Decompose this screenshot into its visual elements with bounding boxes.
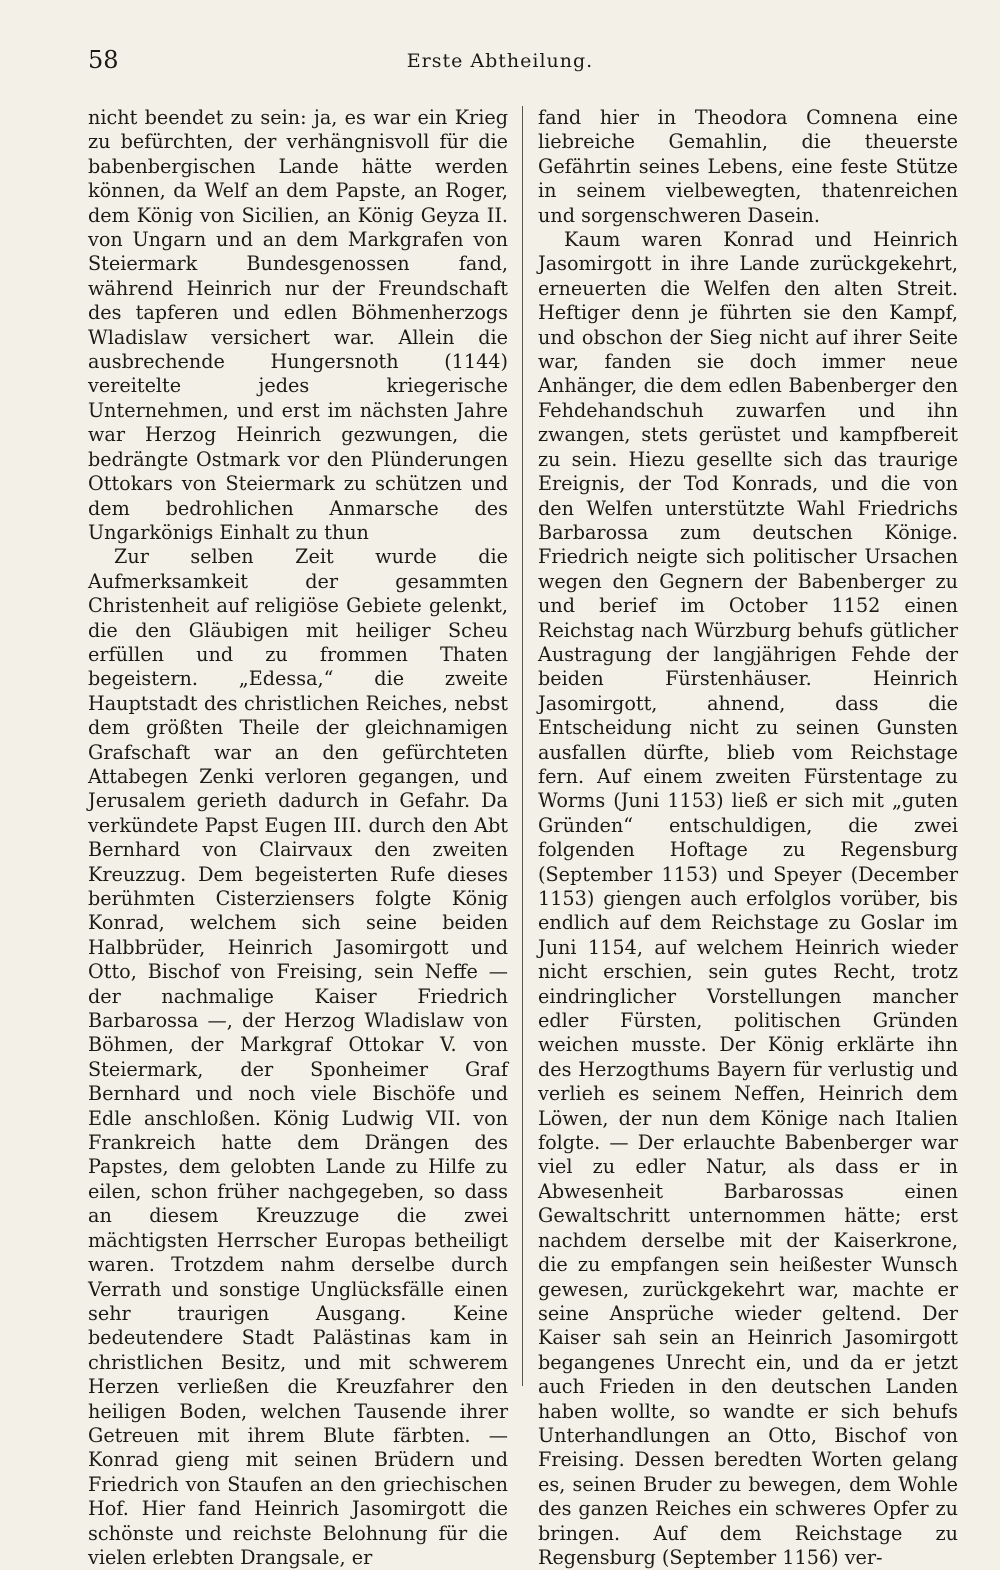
page-number: 58: [88, 46, 119, 74]
paragraph: fand hier in Theodora Comnena eine liebreiche Gemahlin, die theuerste Gefährtin seines Lebens, eine feste Stütze in seinem vielbewegten, thatenreichen und sorgenschweren Dasein.: [538, 106, 958, 227]
paragraph: Zur selben Zeit wurde die Aufmerksamkeit der gesammten Christenheit auf religiöse Gebiete gelenkt, die den Gläubigen mit heiliger Scheu erfüllen und zu frommen Thaten begeistern. „Edessa,“ die zweite Hauptstadt des christlichen Reiches, nebst dem größten Theile der gleichnamigen Grafschaft war an den gefürchteten Attabegen Zenki verloren gegangen, und Jerusalem gerieth dadurch in Gefahr. Da verkündete Papst Eugen III. durch den Abt Bernhard von Clairvaux den zweiten Kreuzzug. Dem begeisterten Rufe dieses berühmten Cisterziensers folgte König Konrad, welchem sich seine beiden Halbbrüder, Heinrich Jasomirgott und Otto, Bischof von Freising, sein Neffe — der nachmalige Kaiser Friedrich Barbarossa —, der Herzog Wladislaw von Böhmen, der Markgraf Ottokar V. von Steiermark, der Sponheimer Graf Bernhard und noch viele Bischöfe und Edle anschloßen. König Ludwig VII. von Frankreich hatte dem Drängen des Papstes, dem gelobten Lande zu Hilfe zu eilen, schon früher nachgegeben, so dass an diesem Kreuzzuge die zwei mächtigsten Herrscher Europas betheiligt waren. Trotzdem nahm derselbe durch Verrath und sonstige Unglücksfälle einen sehr traurigen Ausgang. Keine bedeutendere Stadt Palästinas kam in christlichen Besitz, und mit schwerem Herzen verließen die Kreuzfahrer den heiligen Boden, welchen Tausende ihrer Getreuen mit ihrem Blute färbten. — Konrad gieng mit seinen Brüdern und Friedrich von Staufen an den griechischen Hof. Hier fand Heinrich Jasomirgott die schönste und reichste Belohnung für die vielen erlebten Drangsale, er: [88, 545, 508, 1569]
running-title: Erste Abtheilung.: [406, 50, 594, 72]
paragraph: nicht beendet zu sein: ja, es war ein Krieg zu befürchten, der verhängnisvoll für die babenbergischen Lande hätte werden können, da Welf an dem Papste, an Roger, dem König von Sicilien, an König Geyza II. von Ungarn und an dem Markgrafen von Steiermark Bundesgenossen fand, während Heinrich nur der Freundschaft des tapferen und edlen Böhmenherzogs Wladislaw versichert war. Allein die ausbrechende Hungersnoth (1144) vereitelte jedes kriegerische Unternehmen, und erst im nächsten Jahre war Herzog Heinrich gezwungen, die bedrängte Ostmark vor den Plünderungen Ottokars von Steiermark zu schützen und dem bedrohlichen Anmarsche des Ungarkönigs Einhalt zu thun: [88, 106, 508, 544]
paragraph: Kaum waren Konrad und Heinrich Jasomirgott in ihre Lande zurückgekehrt, erneuerten die Welfen den alten Streit. Heftiger denn je führten sie den Kampf, und obschon der Sieg nicht auf ihrer Seite war, fanden sie doch immer neue Anhänger, die dem edlen Babenberger den Fehdehandschuh zuwarfen und ihn zwangen, stets gerüstet und kampfbereit zu sein. Hiezu gesellte sich das traurige Ereignis, der Tod Konrads, und die von den Welfen unterstützte Wahl Friedrichs Barbarossa zum deutschen Könige. Friedrich neigte sich politischer Ursachen wegen den Gegnern der Babenberger zu und berief im October 1152 einen Reichstag nach Würzburg behufs gütlicher Austragung der langjährigen Fehde der beiden Fürstenhäuser. Heinrich Jasomirgott, ahnend, dass die Entscheidung nicht zu seinen Gunsten ausfallen dürfte, blieb vom Reichstage fern. Auf einem zweiten Fürstentage zu Worms (Juni 1153) ließ er sich mit „guten Gründen“ entschuldigen, die zwei folgenden Hoftage zu Regensburg (September 1153) und Speyer (December 1153) giengen auch erfolglos vorüber, bis endlich auf dem Reichstage zu Goslar im Juni 1154, auf welchem Heinrich wieder nicht erschien, sein gutes Recht, trotz eindringlicher Vorstellungen mancher edler Fürsten, politischen Gründen weichen musste. Der König erklärte ihn des Herzogthums Bayern für verlustig und verlieh es seinem Neffen, Heinrich dem Löwen, der nun dem Könige nach Italien folgte. — Der erlauchte Babenberger war viel zu edler Natur, als dass er in Abwesenheit Barbarossas einen Gewaltschritt unternommen hätte; erst nachdem derselbe mit der Kaiserkrone, die zu empfangen sein heißester Wunsch gewesen, zurückgekehrt war, machte er seine Ansprüche wieder geltend. Der Kaiser sah sein an Heinrich Jasomirgott begangenes Unrecht ein, und da er jetzt auch Frieden in den deutschen Landen haben wollte, so wandte er sich behufs Unterhandlungen an Otto, Bischof von Freising. Dessen beredten Worten gelang es, seinen Bruder zu bewegen, dem Wohle des ganzen Reiches ein schweres Opfer zu bringen. Auf dem Reichstage zu Regensburg (September 1156) ver-: [538, 228, 958, 1569]
left-column: [88, 106, 508, 1569]
page-header: [88, 46, 912, 86]
right-column: [538, 106, 958, 1569]
column-divider: [522, 106, 523, 1386]
